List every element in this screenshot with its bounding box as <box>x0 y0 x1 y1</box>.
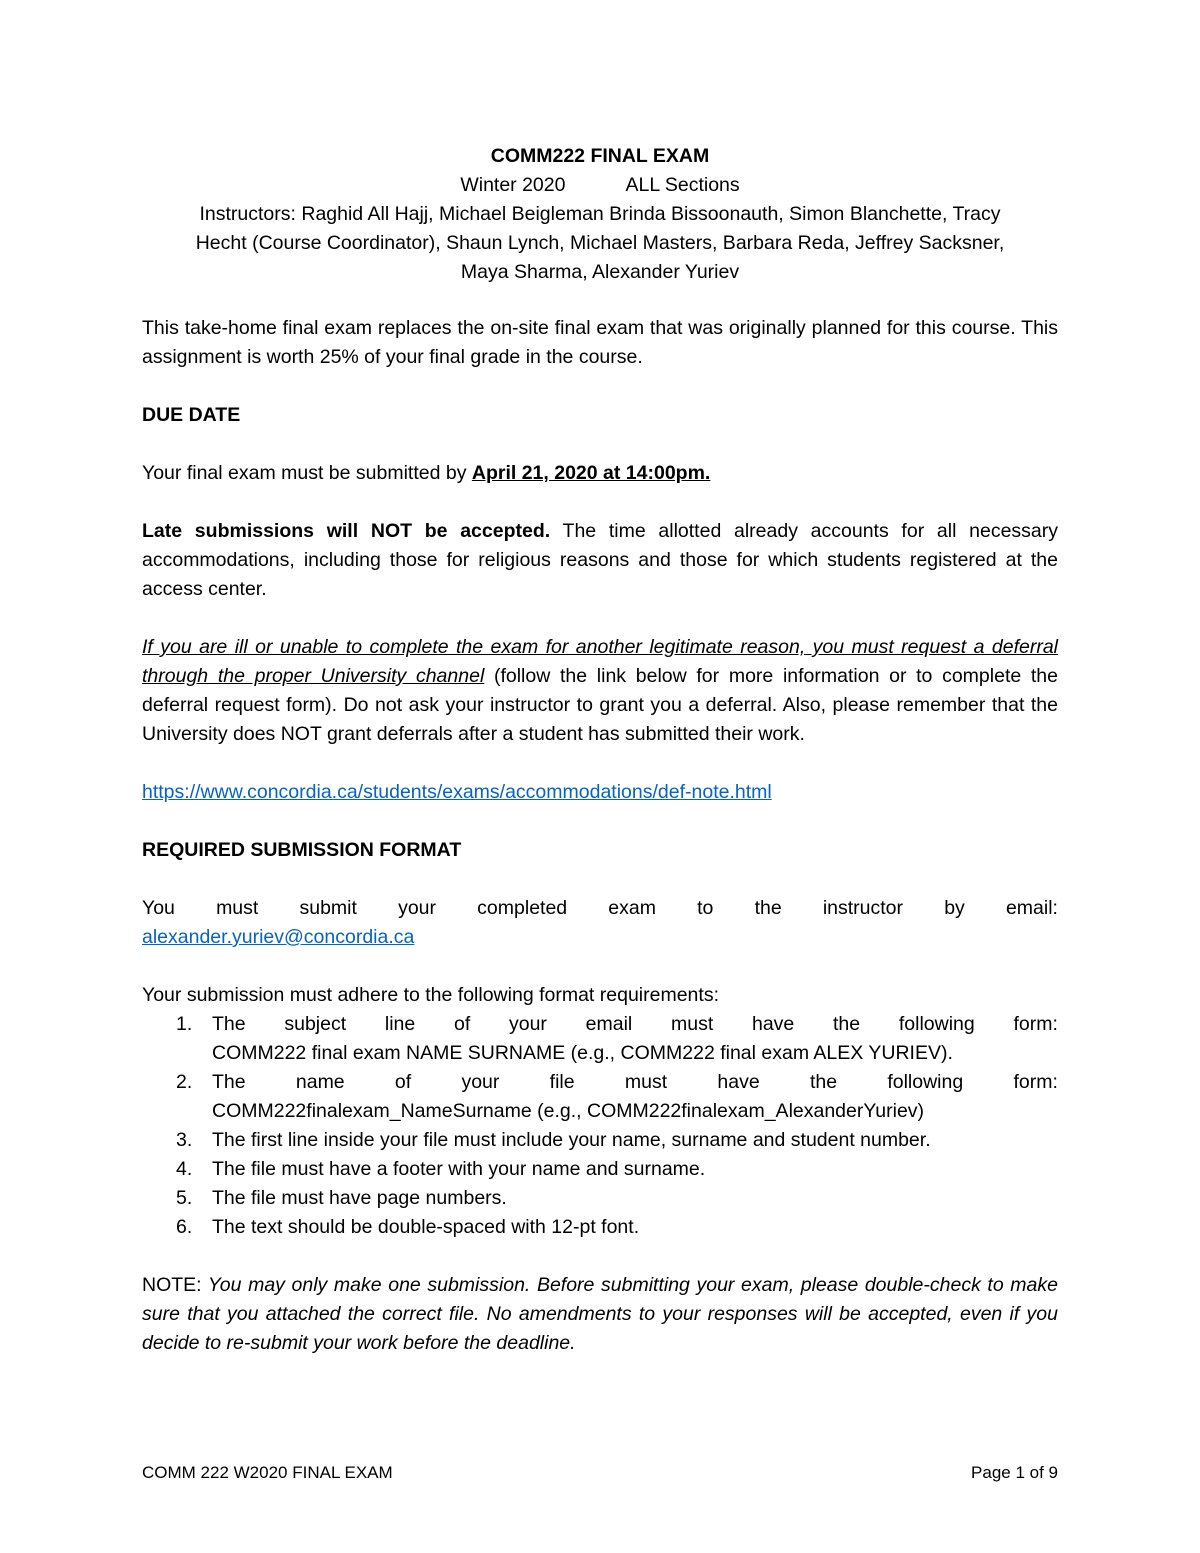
requirement-item <box>142 1010 1058 1068</box>
requirement-word: of <box>394 1071 412 1093</box>
adhere-text: Your submission must adhere to the following format requirements: <box>142 984 719 1006</box>
deadline-date: April 21, 2020 at 14:00pm. <box>471 462 711 484</box>
submit-word: completed <box>477 897 568 919</box>
requirement-item <box>142 1068 1058 1126</box>
requirement-line-1 <box>212 1068 1058 1097</box>
intro-paragraph: This take-home final exam replaces the on-site final exam that was originally planned for this course. This assignment is worth 25% of your final grade in the course. <box>142 317 1058 368</box>
page-number: Page 1 of 9 <box>971 1463 1058 1482</box>
requirement-word: file <box>549 1071 575 1093</box>
requirement-word: line <box>384 1013 416 1035</box>
note-label: NOTE: <box>142 1274 202 1296</box>
deadline-paragraph <box>142 459 1058 488</box>
requirement-item <box>142 1184 1058 1213</box>
requirement-text <box>212 1010 1058 1068</box>
requirement-word: have <box>751 1013 795 1035</box>
submit-word: submit <box>299 897 357 919</box>
requirement-word: must <box>624 1071 668 1093</box>
page-footer <box>142 1458 1058 1487</box>
requirement-number: 2. <box>176 1071 193 1093</box>
requirement-word: email <box>585 1013 633 1035</box>
requirement-number: 3. <box>176 1129 193 1151</box>
format-heading: REQUIRED SUBMISSION FORMAT <box>142 839 462 861</box>
requirement-number: 6. <box>176 1216 193 1238</box>
submit-word: your <box>398 897 437 919</box>
footer-left: COMM 222 W2020 FINAL EXAM <box>142 1463 393 1482</box>
requirement-word: your <box>461 1071 500 1093</box>
instructor-email-link[interactable]: alexander.yuriev@concordia.ca <box>142 926 415 948</box>
deferral-paragraph <box>142 633 1058 749</box>
requirement-word: the <box>833 1013 861 1035</box>
submit-word: You <box>142 897 175 919</box>
deadline-prefix: Your final exam must be submitted by <box>142 462 472 484</box>
due-date-heading: DUE DATE <box>142 404 241 426</box>
submit-word: the <box>754 897 782 919</box>
requirement-word: subject <box>284 1013 347 1035</box>
requirement-text: The file must have page numbers. <box>212 1187 507 1209</box>
deferral-notice: If you are ill or unable to complete the exam for another legitimate reason, you must request a deferral through the proper University channel <box>142 636 1058 687</box>
requirement-word: form: <box>1013 1013 1058 1035</box>
term: Winter 2020 <box>460 174 566 196</box>
requirement-text: The text should be double-spaced with 12-pt font. <box>212 1216 640 1238</box>
requirement-text <box>212 1068 1058 1126</box>
submit-word: instructor <box>822 897 904 919</box>
note-paragraph <box>142 1271 1058 1358</box>
requirement-word: your <box>508 1013 547 1035</box>
requirement-line-1 <box>212 1010 1058 1039</box>
requirement-word: following <box>887 1071 964 1093</box>
requirement-word: of <box>453 1013 471 1035</box>
requirement-text: The file must have a footer with your name and surname. <box>212 1158 706 1180</box>
requirement-word: name <box>295 1071 345 1093</box>
instructors-line-2: Hecht (Course Coordinator), Shaun Lynch, Michael Masters, Barbara Reda, Jeffrey Sacksner, <box>195 232 1005 254</box>
note-text: You may only make one submission. Before submitting your exam, please double-check to make sure that you attached the correct file. No amendments to your responses will be accepted, even if you decide to re-submit your work before the deadline. <box>142 1274 1058 1354</box>
submit-instruction <box>142 894 1058 923</box>
submit-paragraph <box>142 894 1058 952</box>
requirement-word: must <box>670 1013 714 1035</box>
requirements-list <box>142 1010 1058 1242</box>
submit-word: must <box>216 897 259 919</box>
late-warning: Late submissions will NOT be accepted. <box>142 520 551 542</box>
late-paragraph <box>142 517 1058 604</box>
exam-title: COMM222 FINAL EXAM <box>490 145 710 167</box>
late-text: The time allotted already accounts for all necessary accommodations, including those for religious reasons and those for which students registered at the access center. <box>142 520 1058 600</box>
submit-word: by <box>944 897 965 919</box>
sections: ALL Sections <box>625 174 740 196</box>
submit-word: email: <box>1005 897 1058 919</box>
requirement-word: form: <box>1013 1071 1058 1093</box>
requirement-number: 4. <box>176 1158 193 1180</box>
requirement-number: 1. <box>176 1013 193 1035</box>
requirement-line-2: COMM222finalexam_NameSurname (e.g., COMM222finalexam_AlexanderYuriev) <box>212 1100 925 1122</box>
requirement-number: 5. <box>176 1187 193 1209</box>
term-line <box>142 171 1058 200</box>
submit-word: exam <box>608 897 656 919</box>
requirement-word: The <box>212 1071 246 1093</box>
requirement-text: The first line inside your file must include your name, surname and student number. <box>212 1129 931 1151</box>
document-page <box>142 0 1058 1553</box>
instructors-line-3: Maya Sharma, Alexander Yuriev <box>460 261 740 283</box>
submit-word: to <box>697 897 714 919</box>
instructors-line-1: Instructors: Raghid All Hajj, Michael Beigleman Brinda Bissoonauth, Simon Blanchette, Tracy <box>199 203 1001 225</box>
body-block <box>142 314 1058 1387</box>
requirement-word: following <box>898 1013 975 1035</box>
requirement-item <box>142 1213 1058 1242</box>
deferral-link[interactable]: https://www.concordia.ca/students/exams/accommodations/def-note.html <box>142 781 772 803</box>
requirement-item <box>142 1126 1058 1155</box>
deferral-text: (follow the link below for more information or to complete the deferral request form). Do not ask your instructor to grant you a deferral. Also, please remember that the University does NOT grant deferrals after a student has submitted their work. <box>142 665 1058 745</box>
requirement-word: have <box>717 1071 760 1093</box>
requirement-line-2: COMM222 final exam NAME SURNAME (e.g., COMM222 final exam ALEX YURIEV). <box>212 1042 953 1064</box>
title-block <box>142 142 1058 287</box>
requirement-word: the <box>809 1071 838 1093</box>
requirement-item <box>142 1155 1058 1184</box>
deferral-link-paragraph <box>142 778 1058 807</box>
requirement-word: The <box>212 1013 246 1035</box>
